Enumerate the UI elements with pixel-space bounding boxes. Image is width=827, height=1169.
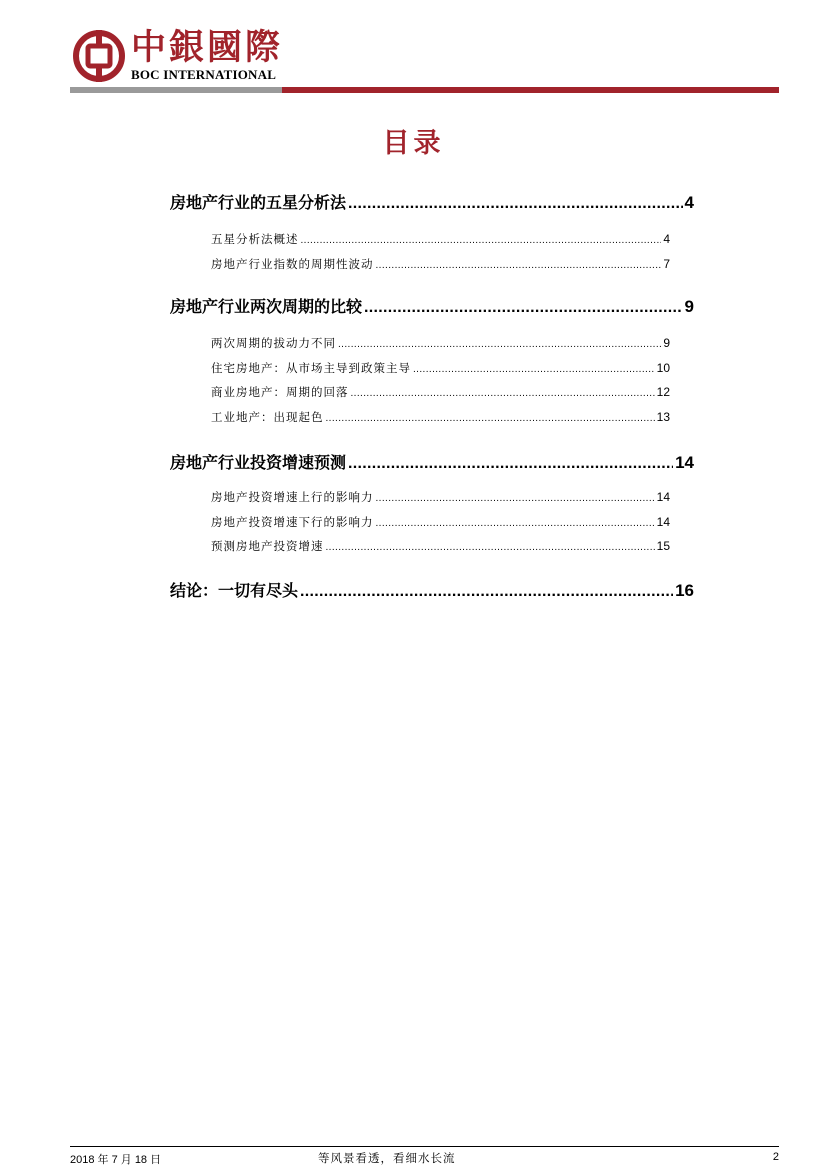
boc-logo-icon (73, 30, 125, 82)
toc-entry-page: 10 (656, 361, 670, 375)
toc-entry[interactable] (211, 360, 670, 376)
dot-leader (376, 260, 662, 271)
toc-entry-page: 9 (663, 336, 670, 350)
toc-entry-title: 房地产行业的五星分析法 (170, 193, 347, 212)
header-rule-red (282, 87, 779, 93)
page-number: 2 (772, 1151, 779, 1163)
header-rule-gray (70, 87, 282, 93)
toc-entry-title: 房地产投资增速下行的影响力 (211, 515, 374, 529)
toc-entry[interactable] (170, 190, 694, 213)
toc-entry-page: 14 (675, 453, 694, 472)
toc-entry-page: 16 (675, 581, 694, 600)
logo-english-text: BOC INTERNATIONAL (131, 67, 277, 82)
dot-leader (326, 542, 655, 553)
dot-leader (338, 339, 661, 350)
dot-leader (301, 235, 662, 246)
toc-entry-title: 预测房地产投资增速 (211, 539, 324, 553)
toc-entry[interactable] (211, 256, 670, 272)
toc-entry-title: 房地产行业两次周期的比较 (170, 297, 363, 316)
toc-entry-title: 住宅房地产：从市场主导到政策主导 (211, 361, 411, 375)
page-header (0, 0, 827, 100)
toc-entry-title: 房地产行业投资增速预测 (170, 453, 347, 472)
dot-leader (300, 583, 673, 601)
toc-entry-page: 9 (684, 297, 694, 316)
toc-entry-page: 12 (656, 385, 670, 399)
footer-date: 2018 年 7 月 18 日 (70, 1154, 162, 1166)
dot-leader (376, 518, 655, 529)
toc-entry-page: 4 (684, 193, 694, 212)
toc-entry[interactable] (211, 384, 670, 400)
toc-entry[interactable] (211, 335, 670, 351)
toc-entry-title: 两次周期的拔动力不同 (211, 336, 336, 350)
toc-entry-title: 房地产行业指数的周期性波动 (211, 257, 374, 271)
dot-leader (364, 299, 683, 317)
dot-leader (413, 364, 655, 375)
dot-leader (376, 493, 655, 504)
toc-entry-page: 14 (656, 515, 670, 529)
toc-entry[interactable] (211, 538, 670, 554)
toc-entry-title: 五星分析法概述 (211, 232, 299, 246)
toc-entry-page: 7 (663, 257, 670, 271)
toc-entry[interactable] (170, 450, 694, 473)
dot-leader (348, 455, 673, 473)
footer-rule (70, 1146, 779, 1147)
toc-entry[interactable] (211, 514, 670, 530)
footer-slogan: 等风景看透，看细水长流 (318, 1151, 456, 1165)
toc-title: 目录 (382, 128, 445, 159)
dot-leader (326, 413, 655, 424)
toc-entry-page: 13 (656, 410, 670, 424)
toc-entry-title: 商业房地产：周期的回落 (211, 385, 349, 399)
toc-entry[interactable] (211, 409, 670, 425)
toc-entry-title: 工业地产：出现起色 (211, 410, 324, 424)
toc-entry[interactable] (170, 578, 694, 601)
toc-entry[interactable] (211, 489, 670, 505)
toc-entry[interactable] (170, 294, 694, 317)
toc-entry-page: 15 (656, 539, 670, 553)
dot-leader (348, 195, 683, 213)
toc-entry-title: 房地产投资增速上行的影响力 (211, 490, 374, 504)
logo-chinese-text: 中銀國際 (131, 27, 284, 68)
dot-leader (351, 388, 655, 399)
toc-entry[interactable] (211, 231, 670, 247)
toc-entry-title: 结论：一切有尽头 (170, 581, 299, 600)
toc-entry-page: 14 (656, 490, 670, 504)
toc-entry-page: 4 (663, 232, 670, 246)
